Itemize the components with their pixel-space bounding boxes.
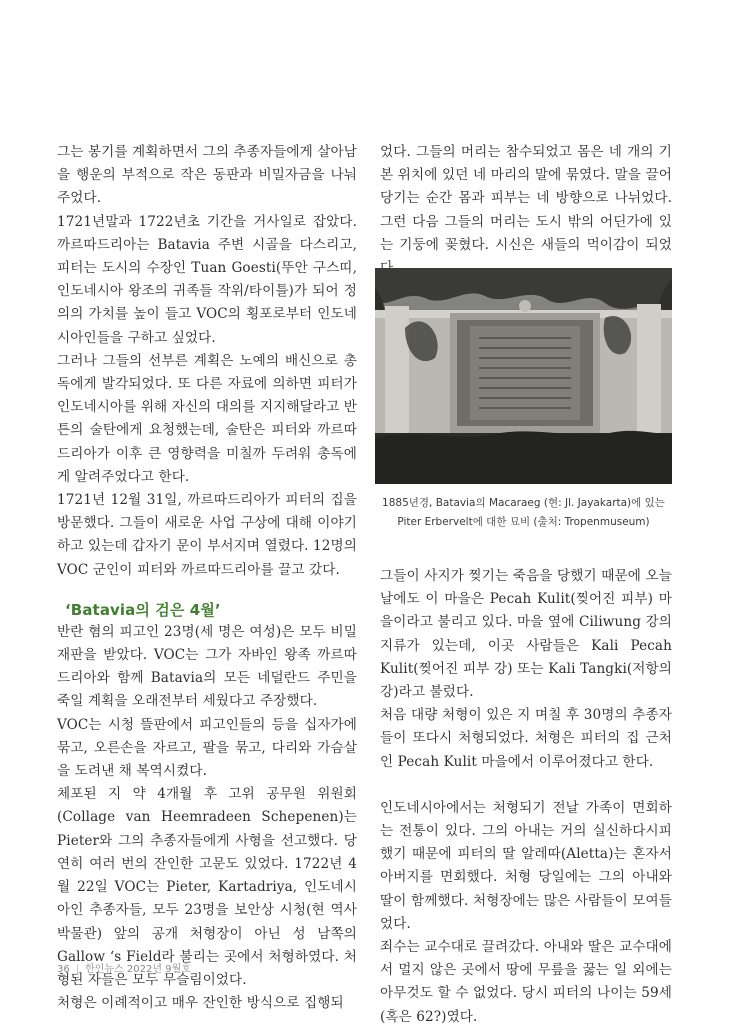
- footer-separator: |: [75, 964, 80, 975]
- paragraph: VOC는 시청 뜰판에서 피고인들의 등을 십자가에 묶고, 오른손을 자르고, 팔을 묶고, 다리와 가슴살을 도려낸 채 복역시켰다.: [57, 716, 357, 780]
- photo-caption: [375, 494, 672, 532]
- tombstone-photo-image: [375, 268, 672, 484]
- caption-line: 1885년경, Batavia의 Macaraeg (현: Jl. Jayakarta)에 있는: [382, 497, 665, 509]
- paragraph: 그들이 사지가 찢기는 죽음을 당했기 때문에 오늘날에도 이 마을은 Pecah Kulit(찢어진 피부) 마을이라고 불리고 있다. 마을 옆에 Ciliwung 강의 지류가 있는데, 이곳 사람들은 Kali Pecah Kulit(찢어진 피부 강) 또는 Kali Tangki(저항의 강)라고 불렀다.: [380, 568, 672, 701]
- paragraph: 그러나 그들의 선부른 계획은 노예의 배신으로 총독에게 발각되었다. 또 다른 자료에 의하면 피터가 인도네시아를 위해 자신의 대의를 지지해달라고 반튼의 술탄에게 요청했는데, 술탄은 피터와 까르따드리아가 이후 큰 영향력을 미칠까 두려워 총독에게 알려주었다고 한다.: [57, 352, 357, 485]
- paragraph: 반란 혐의 피고인 23명(세 명은 여성)은 모두 비밀 재판을 받았다. VOC는 그가 자바인 왕족 까르따드리아와 함께 Batavia의 모든 네덜란드 주민을 죽일 계획을 오래전부터 세웠다고 주장했다.: [57, 623, 357, 710]
- page-number: 36: [57, 964, 70, 975]
- paragraph: 1721년말과 1722년초 기간을 거사일로 잡았다. 까르따드리아는 Batavia 주변 시골을 다스리고, 피터는 도시의 수장인 Tuan Goesti(뚜안 구스띠, 인도네시아 왕조의 귀족들 작위/타이틀)가 되어 정의의 가치를 높이 들고 VOC의 횡포로부터 인도네시아인들을 구하고 싶었다.: [57, 213, 357, 346]
- publication-name: 한인뉴스 2022년 9월호: [85, 964, 191, 975]
- paragraph: 었다. 그들의 머리는 참수되었고 몸은 네 개의 기본 위치에 있던 네 마리의 말에 묶였다. 말을 끌어당기는 순간 몸과 피부는 네 방향으로 나뉘었다. 그런 다음 그들의 머리는 도시 밖의 어딘가에 있는 기둥에 꽂혔다. 시신은 새들의 먹이감이 되었: [380, 144, 672, 253]
- caption-line: Piter Erbervelt에 대한 묘비 (출처: Tropenmuseum): [397, 516, 650, 528]
- paragraph: 인도네시아에서는 처형되기 전날 가족이 면회하는 전통이 있다. 그의 아내는 거의 실신하다시피 했기 때문에 피터의 딸 알레따(Aletta)는 혼자서 아버지를 면회했다. 처형 당일에는 그의 아내와 딸이 함께했다. 처형장에는 많은 사람들이 모여들었다.: [380, 799, 672, 932]
- tombstone-photo: [375, 268, 672, 484]
- right-column-top: [380, 141, 672, 280]
- page-footer: [57, 960, 191, 975]
- section-heading: ‘Batavia의 검은 4월’: [65, 600, 221, 619]
- paragraph: 1721년 12월 31일, 까르따드리아가 피터의 집을 방문했다. 그들이 새로운 사업 구상에 대해 이야기하고 있는데 갑자기 문이 부서지며 열렸다. 12명의 VOC 군인이 피터와 까르따드리아를 끌고 갔다.: [57, 492, 357, 578]
- paragraph: 체포된 지 약 4개월 후 고위 공무원 위원회(Collage van Heemradeen Schepenen)는 Pieter와 그의 추종자들에게 사형을 선고했다. 당연히 여러 번의 잔인한 고문도 있었다. 1722년 4월 22일 VOC는 Pieter, Kartadriya, 인도네시아인 추종자들, 모두 23명을 보안상 시청(현 역사박물관) 앞의 공개 처형장이 아닌 성 남쪽의 Gallow ‘s Field라 불리는 곳에서 처형하였다. 처형된 자들은 모두 무슬림이었다.: [57, 786, 357, 988]
- paragraph: 처음 대량 처형이 있은 지 며칠 후 30명의 추종자들이 또다시 처형되었다. 처형은 피터의 집 근처인 Pecah Kulit 마을에서 이루어졌다고 한다.: [380, 707, 672, 770]
- left-column: [57, 141, 357, 1015]
- paragraph: 처형은 이례적이고 매우 잔인한 방식으로 집행되: [57, 995, 344, 1012]
- paragraph: 그는 봉기를 계획하면서 그의 추종자들에게 살아남을 행운의 부적으로 작은 동판과 비밀자금을 나눠주었다.: [57, 144, 357, 207]
- right-column-bottom: [380, 565, 672, 1029]
- paragraph: 죄수는 교수대로 끌려갔다. 아내와 딸은 교수대에서 멀지 않은 곳에서 땅에 무릎을 꿇는 일 외에는 아무것도 할 수 없었다. 당시 피터의 나이는 59세(혹은 62?)였다.: [380, 939, 672, 1025]
